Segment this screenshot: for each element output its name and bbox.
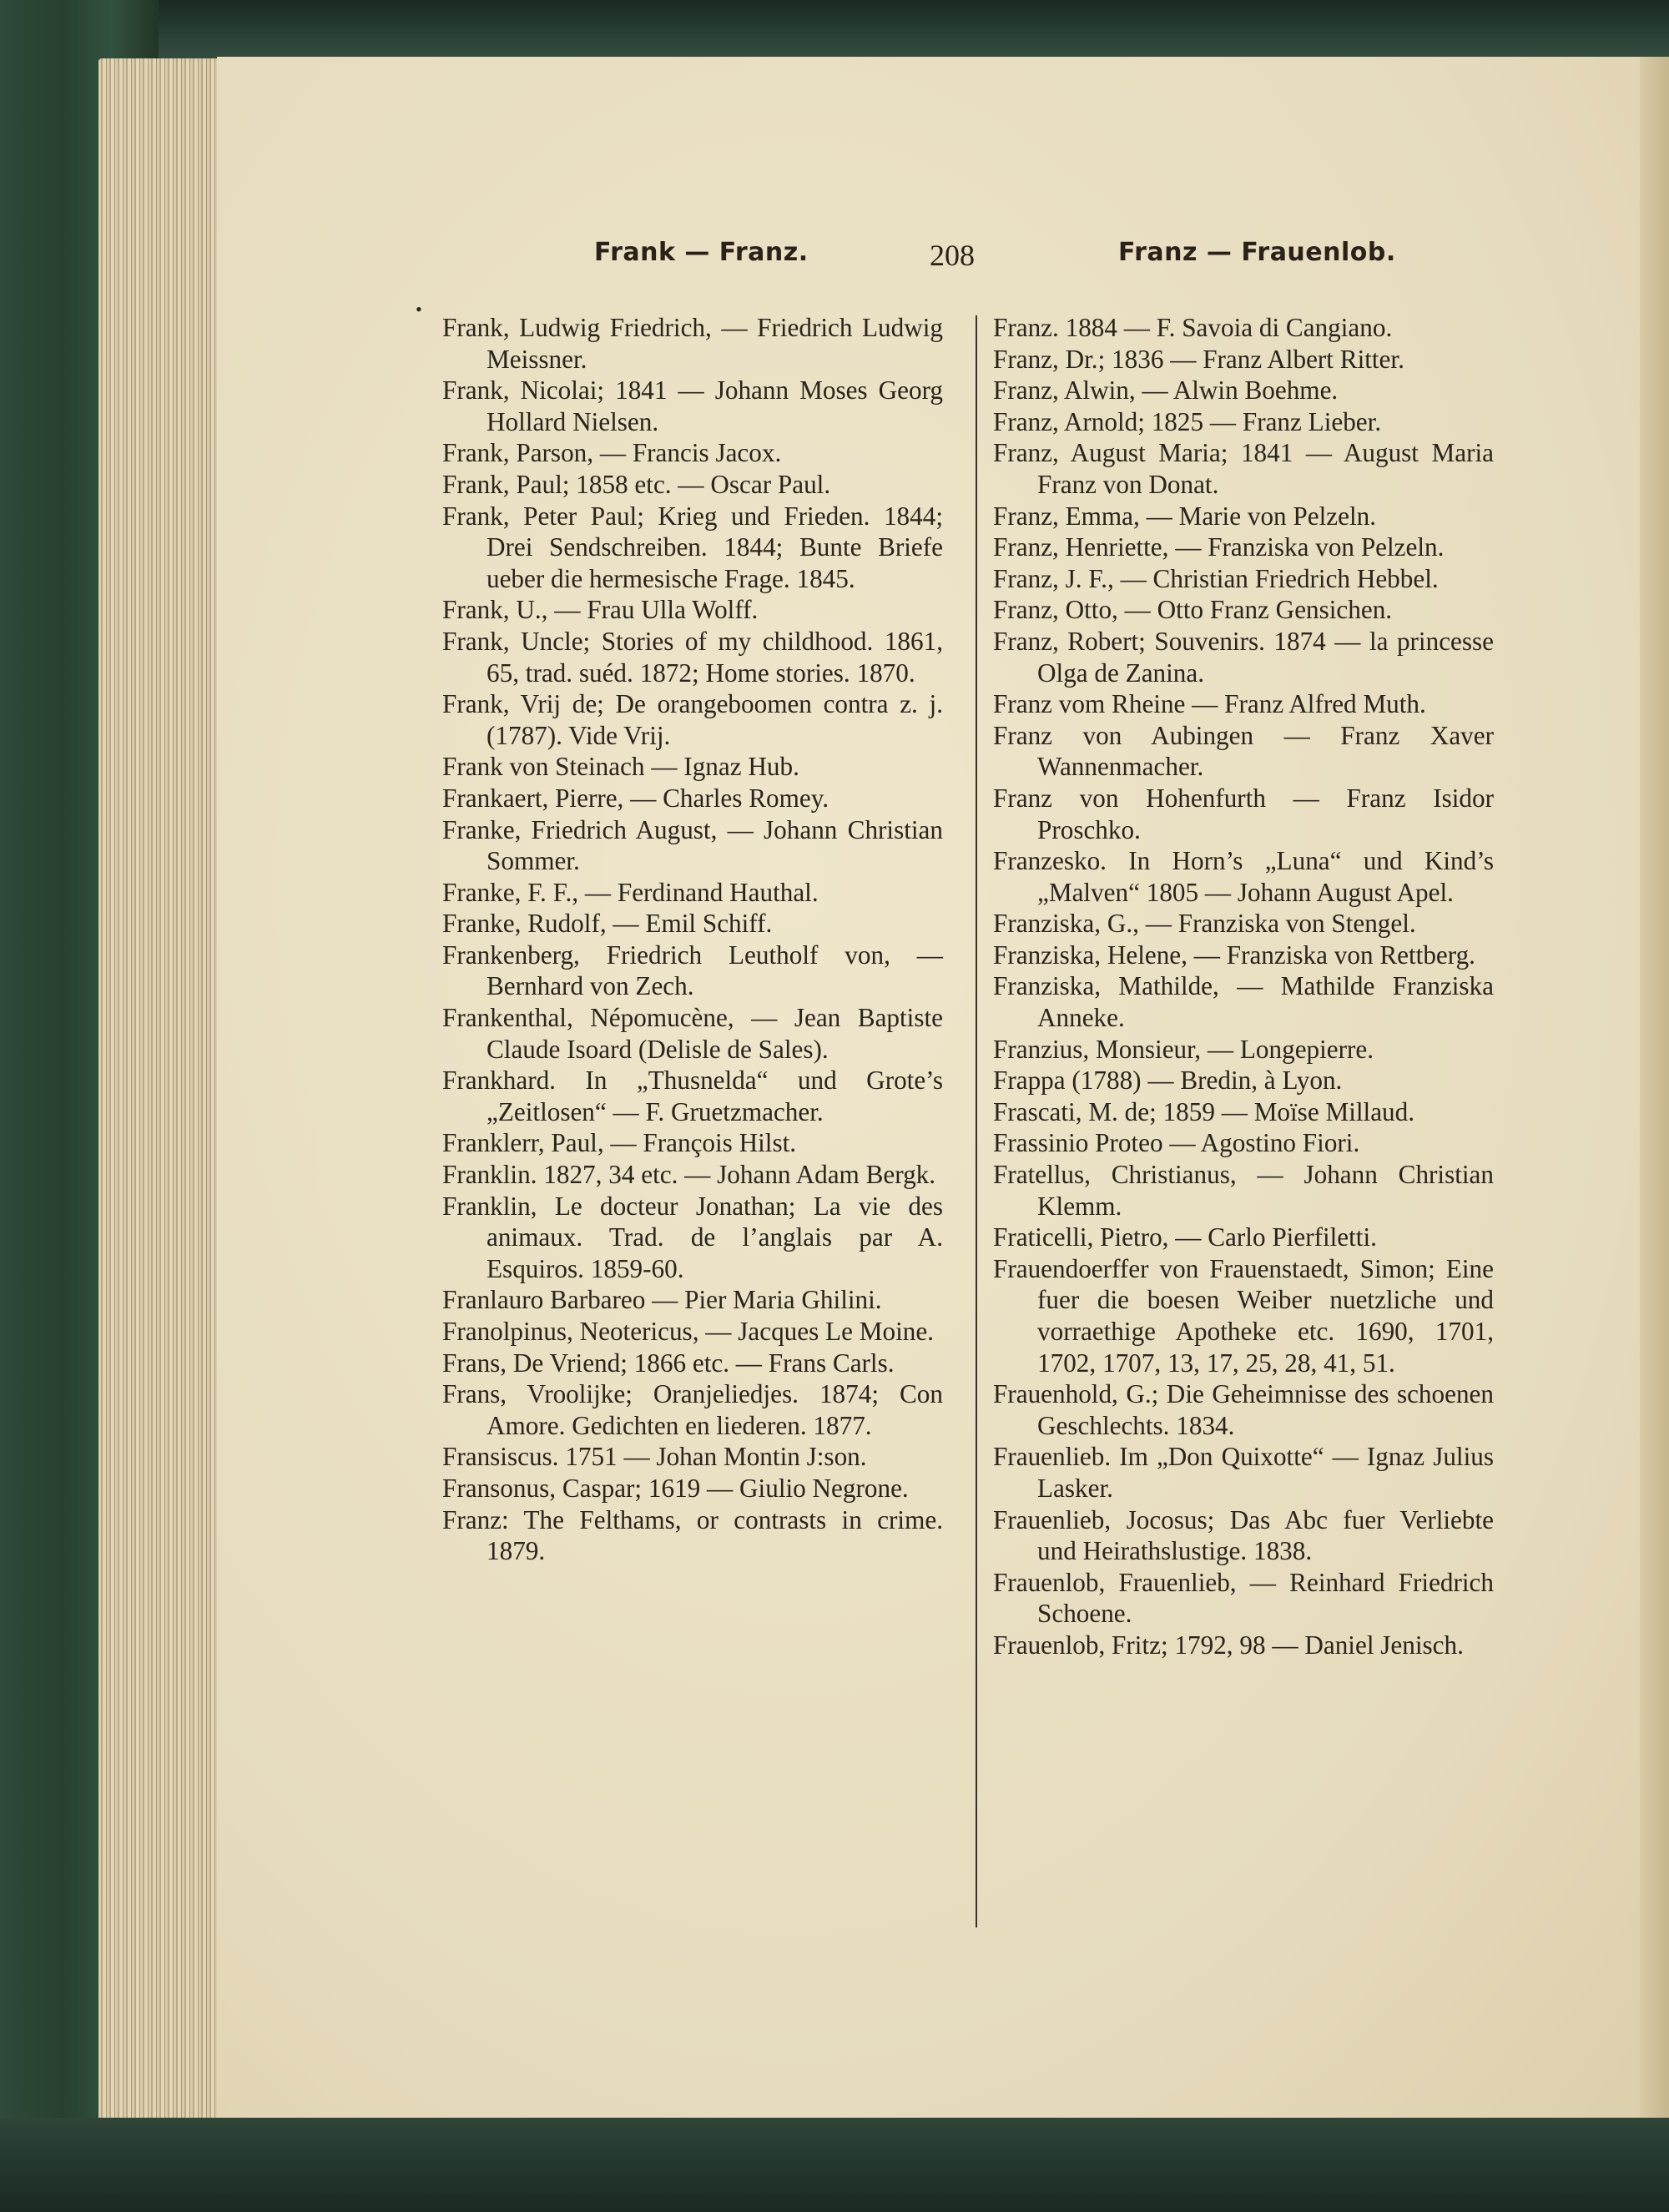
index-entry: Frank, U., — Frau Ulla Wolff. (442, 595, 759, 625)
index-entry: Frank, Ludwig Friedrich, — Friedrich Ludwig Meissner. (442, 313, 943, 374)
index-entry: Frankenthal, Népomucène, — Jean Baptiste Claude Isoard (Delisle de Sales). (442, 1003, 943, 1064)
index-entry: Franz, J. F., — Christian Friedrich Hebbel. (993, 563, 1439, 593)
index-entry: Frauenlieb. Im „Don Quixotte“ — Ignaz Julius Lasker. (993, 1442, 1494, 1503)
column-divider (976, 315, 977, 1927)
index-entry: Frauenlieb, Jocosus; Das Abc fuer Verliebte und Heirathslustige. 1838. (993, 1504, 1494, 1566)
page-right-edge (1640, 57, 1669, 2118)
index-entry: Fratellus, Christianus, — Johann Christian Klemm. (993, 1160, 1494, 1221)
right-column (993, 312, 1494, 1661)
index-entry: Franziska, G., — Franziska von Stengel. (993, 909, 1416, 939)
margin-dot: • (416, 299, 422, 320)
index-entry: Franziska, Mathilde, — Mathilde Franziska Anneke. (993, 971, 1494, 1033)
index-entry: Frank, Paul; 1858 etc. — Oscar Paul. (442, 469, 831, 499)
index-entry: Franz vom Rheine — Franz Alfred Muth. (993, 689, 1426, 719)
page-number: 208 (930, 239, 975, 272)
index-entry: Frauenlob, Frauenlieb, — Reinhard Friedrich Schoene. (993, 1567, 1494, 1629)
index-entry: Franz, Robert; Souvenirs. 1874 — la princesse Olga de Zanina. (993, 626, 1494, 688)
running-head-right: Franz — Frauenlob. (1118, 238, 1396, 267)
index-entry: Franke, Friedrich August, — Johann Christian Sommer. (442, 814, 943, 876)
index-entry: Franz. 1884 — F. Savoia di Cangiano. (993, 313, 1393, 342)
index-entry: Franolpinus, Neotericus, — Jacques Le Moine. (442, 1317, 934, 1346)
index-entry: Frappa (1788) — Bredin, à Lyon. (993, 1066, 1343, 1096)
index-entry: Frascati, M. de; 1859 — Moïse Millaud. (993, 1096, 1415, 1126)
index-entry: Franziska, Helene, — Franziska von Rettberg. (993, 940, 1475, 970)
index-entry: Franke, F. F., — Ferdinand Hauthal. (442, 877, 819, 907)
index-entry: Franz, Henriette, — Franziska von Pelzeln. (993, 532, 1445, 562)
index-entry: Frank, Uncle; Stories of my childhood. 1861, 65, trad. suéd. 1872; Home stories. 1870. (442, 626, 943, 688)
index-entry: Franz von Aubingen — Franz Xaver Wannenmacher. (993, 720, 1494, 782)
index-entry: Franz, August Maria; 1841 — August Maria Franz von Donat. (993, 438, 1494, 499)
index-entry: Franklin, Le docteur Jonathan; La vie des animaux. Trad. de l’anglais par A. Esquiros. 1859-60. (442, 1191, 943, 1283)
index-entry: Franz, Alwin, — Alwin Boehme. (993, 375, 1339, 406)
index-entry: Frassinio Proteo — Agostino Fiori. (993, 1128, 1360, 1158)
index-entry: Frankhard. In „Thusnelda“ und Grote’s „Zeitlosen“ — F. Gruetzmacher. (442, 1066, 943, 1126)
page-edges (98, 58, 232, 2136)
index-entry: Frank, Peter Paul; Krieg und Frieden. 1844; Drei Sendschreiben. 1844; Bunte Briefe ueber die hermesische Frage. 1845. (442, 501, 943, 593)
index-entry: Franzius, Monsieur, — Longepierre. (993, 1034, 1374, 1064)
index-entry: Frauenlob, Fritz; 1792, 98 — Daniel Jenisch. (993, 1630, 1464, 1660)
book-cover-bottom (0, 2118, 1669, 2212)
running-head-left: Frank — Franz. (594, 238, 809, 267)
index-entry: Fransonus, Caspar; 1619 — Giulio Negrone. (442, 1473, 909, 1503)
index-entry: Frauenhold, G.; Die Geheimnisse des schoenen Geschlechts. 1834. (993, 1379, 1494, 1440)
index-entry: Franlauro Barbareo — Pier Maria Ghilini. (442, 1285, 882, 1315)
index-entry: Franzesko. In Horn’s „Luna“ und Kind’s „Malven“ 1805 — Johann August Apel. (993, 846, 1494, 907)
index-entry: Frank, Nicolai; 1841 — Johann Moses Georg Hollard Nielsen. (442, 375, 943, 436)
index-entry: Franz, Emma, — Marie von Pelzeln. (993, 501, 1377, 531)
index-entry: Franklin. 1827, 34 etc. — Johann Adam Bergk. (442, 1160, 936, 1190)
index-entry: Frauendoerffer von Frauenstaedt, Simon; Eine fuer die boesen Weiber nuetzliche und vorraethige Apotheke etc. 1690, 1701, 1702, 1707, 13, 17, 25, 28, 41, 51. (993, 1253, 1494, 1378)
index-entry: Franz von Hohenfurth — Franz Isidor Proschko. (993, 783, 1494, 844)
index-entry: Frank, Parson, — Francis Jacox. (442, 438, 782, 468)
index-entry: Fransiscus. 1751 — Johan Montin J:son. (442, 1442, 867, 1472)
index-entry: Frankenberg, Friedrich Leutholf von, — Bernhard von Zech. (442, 940, 943, 1001)
index-entry: Franz, Otto, — Otto Franz Gensichen. (993, 595, 1393, 625)
index-entry: Frankaert, Pierre, — Charles Romey. (442, 783, 829, 813)
index-entry: Franz, Arnold; 1825 — Franz Lieber. (993, 406, 1382, 436)
index-entry: Frank, Vrij de; De orangeboomen contra z. j. (1787). Vide Vrij. (442, 689, 943, 750)
left-column (442, 312, 943, 1567)
index-entry: Fraticelli, Pietro, — Carlo Pierfiletti. (993, 1222, 1377, 1252)
index-entry: Frans, Vroolijke; Oranjeliedjes. 1874; Con Amore. Gedichten en liederen. 1877. (442, 1379, 943, 1440)
index-entry: Frank von Steinach — Ignaz Hub. (442, 752, 799, 782)
index-entry: Franklerr, Paul, — François Hilst. (442, 1128, 797, 1158)
index-entry: Franke, Rudolf, — Emil Schiff. (442, 909, 773, 939)
index-entry: Franz, Dr.; 1836 — Franz Albert Ritter. (993, 344, 1404, 374)
index-entry: Frans, De Vriend; 1866 etc. — Frans Carls. (442, 1348, 895, 1378)
index-entry: Franz: The Felthams, or contrasts in crime. 1879. (442, 1504, 943, 1566)
